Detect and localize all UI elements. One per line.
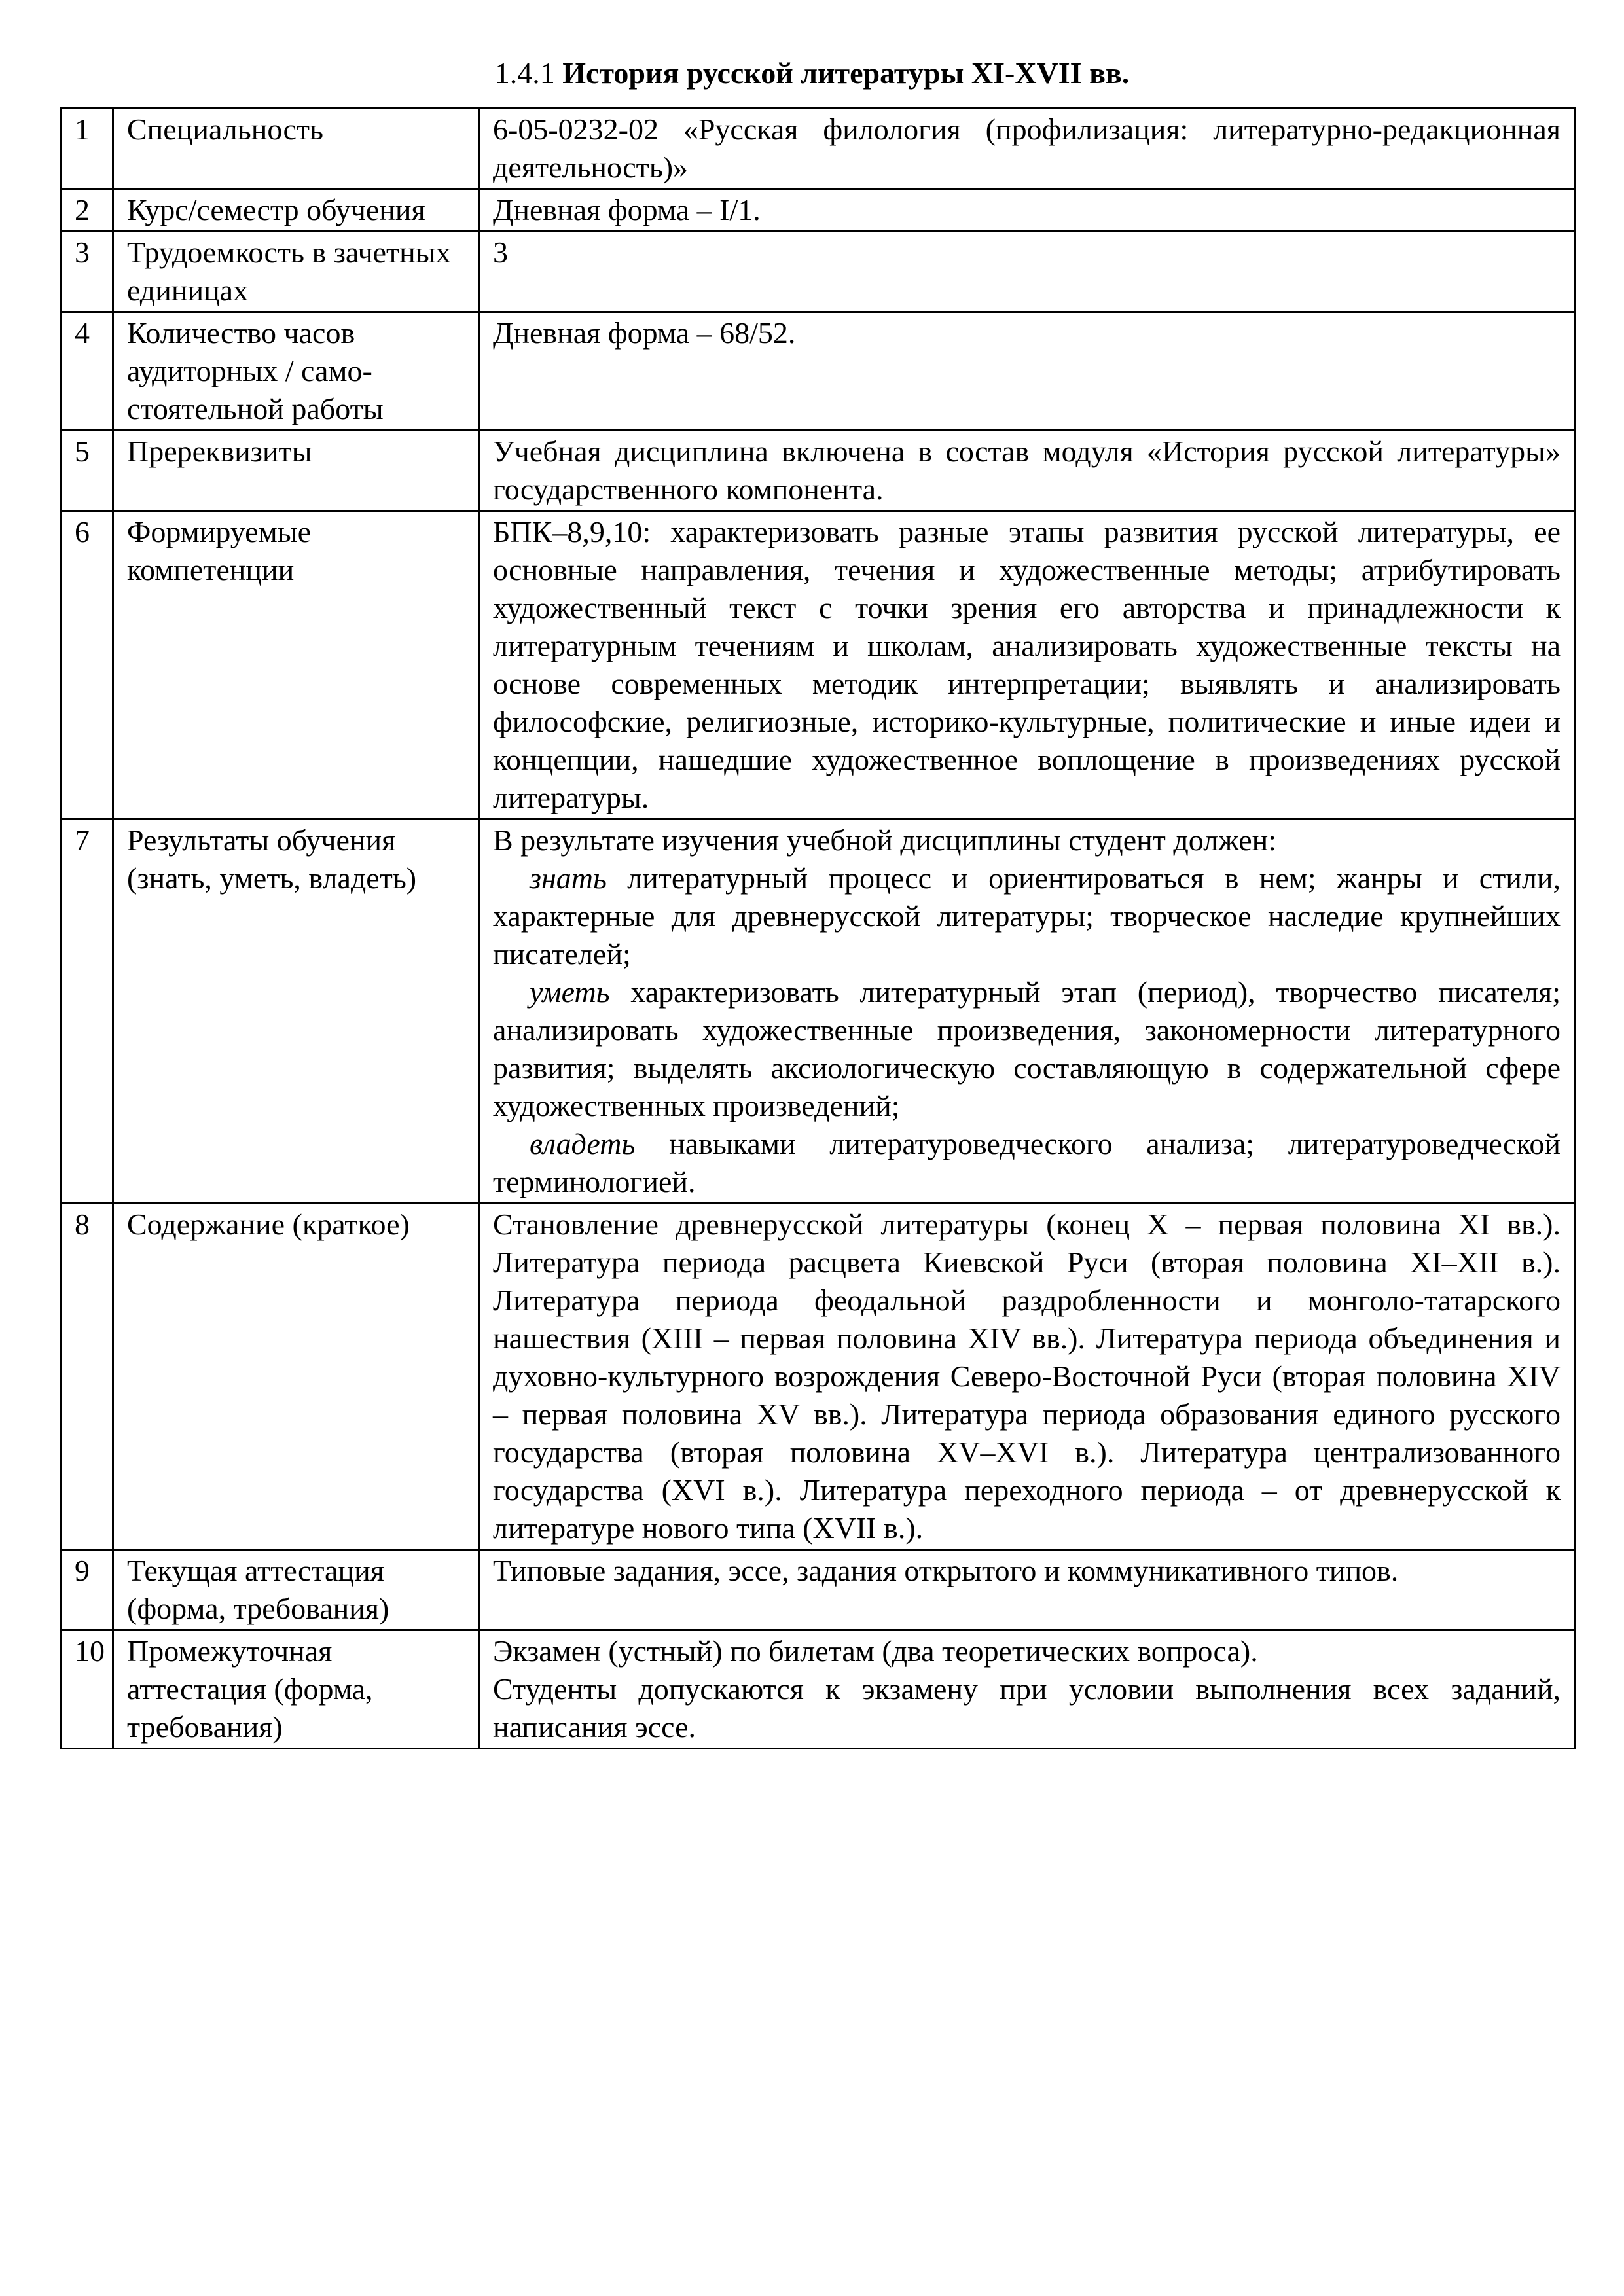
- row-value: [479, 232, 1575, 312]
- section-number: 1.4.1: [494, 56, 555, 90]
- row-label: Курс/семестр обучения: [113, 189, 479, 232]
- row-label: Результаты обучения (знать, уметь, владеть): [113, 819, 479, 1204]
- value-paragraph: Дневная форма – 68/52.: [493, 316, 796, 350]
- row-value: [479, 109, 1575, 189]
- results-item-know: [493, 859, 1561, 973]
- table-row: [61, 1550, 1575, 1630]
- table-row: [61, 431, 1575, 511]
- row-value: [479, 1550, 1575, 1630]
- results-item-can: [493, 973, 1561, 1125]
- row-value: [479, 431, 1575, 511]
- table-row: [61, 312, 1575, 431]
- table-row: [61, 232, 1575, 312]
- syllabus-table: [60, 107, 1576, 1749]
- row-number: 8: [61, 1204, 113, 1550]
- row-label: Пререквизиты: [113, 431, 479, 511]
- results-intro: В результате изучения учебной дисциплины студент должен:: [493, 823, 1277, 857]
- row-value: [479, 312, 1575, 431]
- value-paragraph: Становление древнерусской литературы (конец X – первая половина XI вв.). Литература периода расцвета Киевской Руси (вторая половина XI–XII в.). Литература периода феодальной раздробленности и монголо-татарского нашествия (XIII – первая половина XIV вв.). Литература периода объединения и духовно-культурного возрождения Северо-Восточной Руси (вторая половина XIV – первая половина XV вв.). Литература периода образования единого русского государства (вторая половина XV–XVI в.). Литература централизованного государства (XVI в.). Литература переходного периода – от древнерусской к литературе нового типа (XVII в.).: [493, 1208, 1561, 1545]
- table-row: [61, 1204, 1575, 1550]
- value-paragraph: Учебная дисциплина включена в состав модуля «История русской литературы» государственного компонента.: [493, 435, 1561, 506]
- results-text: литературный процесс и ориентироваться в нем; жанры и стили, характерные для древнерусской литературы; творческое наследие крупнейших писателей;: [493, 861, 1561, 971]
- page-title: [0, 55, 1624, 92]
- table-row: [61, 1630, 1575, 1749]
- value-paragraph: Экзамен (устный) по билетам (два теоретических вопроса).: [493, 1634, 1258, 1668]
- value-paragraph: 3: [493, 236, 508, 269]
- results-term: уметь: [530, 975, 610, 1009]
- table-row: [61, 109, 1575, 189]
- row-number: 10: [61, 1630, 113, 1749]
- row-value: [479, 511, 1575, 819]
- row-value: [479, 1630, 1575, 1749]
- row-number: 1: [61, 109, 113, 189]
- table-row: [61, 511, 1575, 819]
- row-value: [479, 189, 1575, 232]
- row-number: 5: [61, 431, 113, 511]
- row-number: 6: [61, 511, 113, 819]
- results-text: характеризовать литературный этап (период), творчество писателя; анализировать художественные произведения, закономерности литературного развития; выделять аксиологическую составляющую в содержательной сфере художественных произведений;: [493, 975, 1561, 1122]
- row-label: Трудоемкость в зачетных единицах: [113, 232, 479, 312]
- table-row: [61, 819, 1575, 1204]
- row-label: Количество часов аудиторных / само-стоятельной работы: [113, 312, 479, 431]
- row-number: 4: [61, 312, 113, 431]
- row-label: Промежуточная аттестация (форма, требования): [113, 1630, 479, 1749]
- results-term: владеть: [530, 1127, 636, 1160]
- value-paragraph: Студенты допускаются к экзамену при условии выполнения всех заданий, написания эссе.: [493, 1672, 1561, 1744]
- value-paragraph: Типовые задания, эссе, задания открытого и коммуникативного типов.: [493, 1554, 1399, 1587]
- row-label: Содержание (краткое): [113, 1204, 479, 1550]
- row-label: Текущая аттестация (форма, требования): [113, 1550, 479, 1630]
- row-number: 9: [61, 1550, 113, 1630]
- value-paragraph: БПК–8,9,10: характеризовать разные этапы развития русской литературы, ее основные направления, течения и художественные методы; атрибутировать художественный текст с точки зрения его авторства и принадлежности к литературным течениям и школам, анализировать художественные тексты на основе современных методик интерпретации; выявлять и анализировать философские, религиозные, историко-культурные, политические и иные идеи и концепции, нашедшие художественное воплощение в произведениях русской литературы.: [493, 515, 1561, 814]
- row-number: 2: [61, 189, 113, 232]
- value-paragraph: 6-05-0232-02 «Русская филология (профилизация: литературно-редакционная деятельность)»: [493, 113, 1561, 184]
- value-paragraph: Дневная форма – I/1.: [493, 193, 761, 226]
- table-row: [61, 189, 1575, 232]
- row-number: 7: [61, 819, 113, 1204]
- results-text: навыками литературоведческого анализа; литературоведческой терминологией.: [493, 1127, 1561, 1198]
- course-title: История русской литературы XI-XVII вв.: [562, 56, 1130, 90]
- results-item-master: [493, 1125, 1561, 1201]
- row-label: Формируемые компетенции: [113, 511, 479, 819]
- row-label: Специальность: [113, 109, 479, 189]
- results-term: знать: [530, 861, 607, 895]
- row-value: [479, 1204, 1575, 1550]
- row-value: [479, 819, 1575, 1204]
- row-number: 3: [61, 232, 113, 312]
